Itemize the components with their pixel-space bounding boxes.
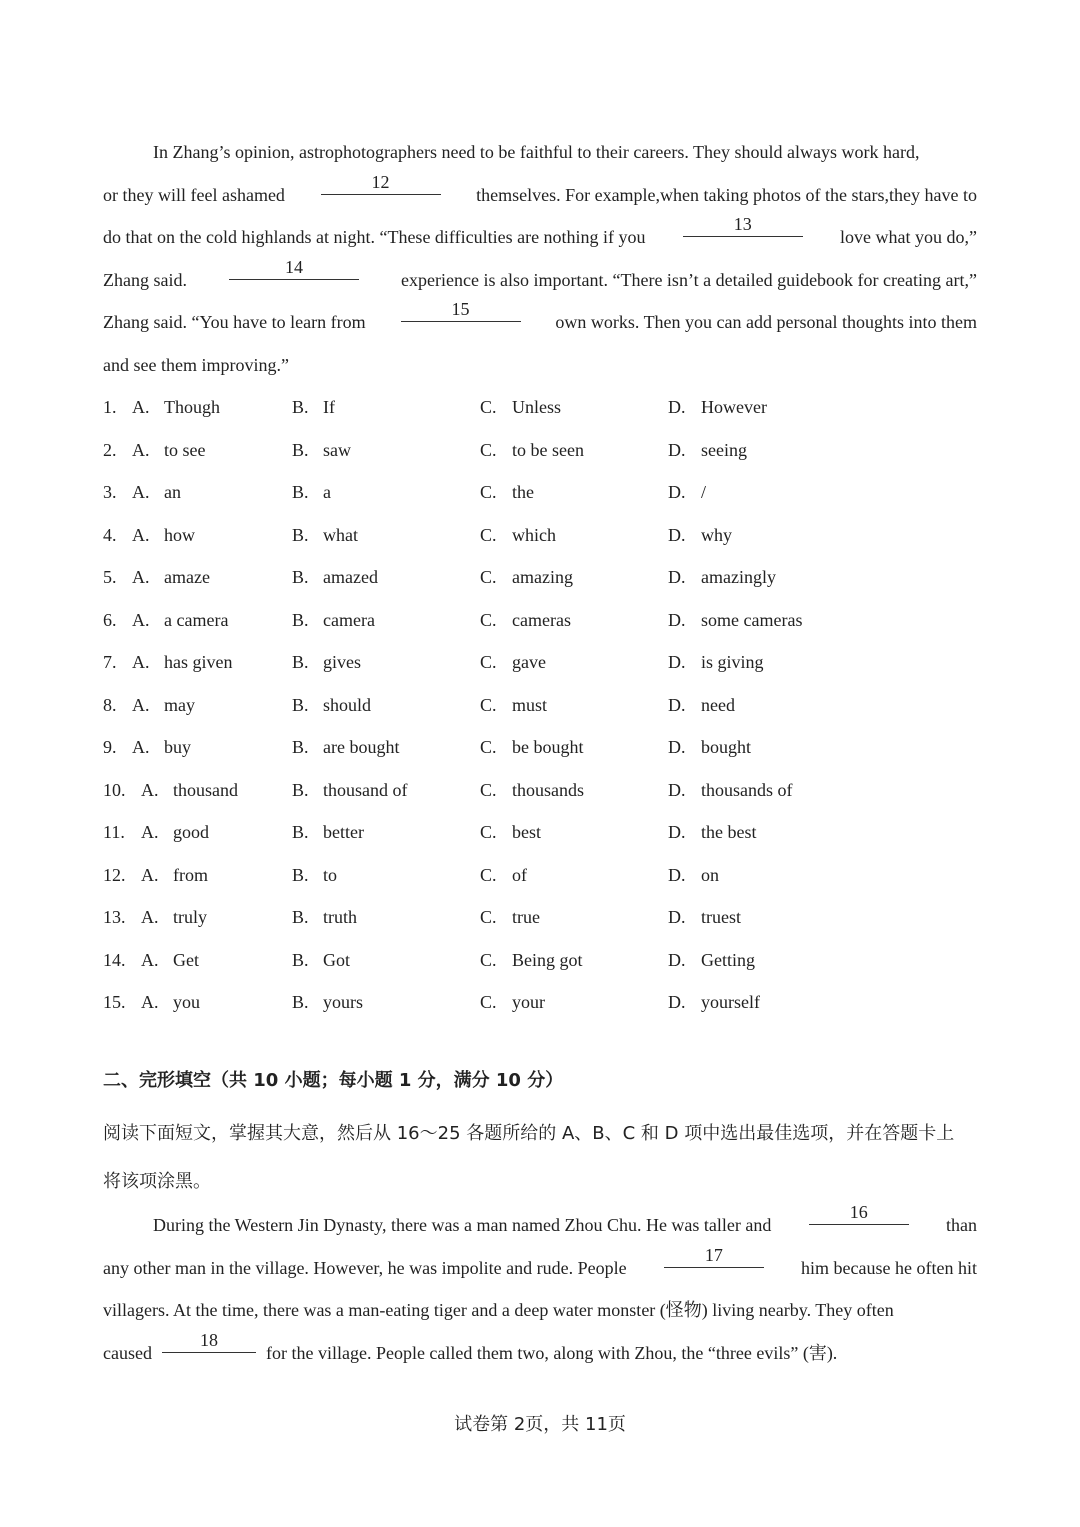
question-number: 15.	[103, 992, 126, 1012]
question-number: 11.	[103, 822, 125, 842]
option-text: Being got	[512, 949, 583, 970]
option-letter: D.	[668, 609, 686, 630]
passage-text: During the Western Jin Dynasty, there was a man named Zhou Chu. He was taller and	[153, 1215, 772, 1235]
option-text: need	[701, 694, 735, 715]
instruction-line: 将该项涂黑。	[103, 1171, 211, 1192]
question-row	[103, 896, 977, 939]
option-text: saw	[323, 439, 351, 460]
option-letter: B.	[292, 864, 309, 885]
question-number: 6.	[103, 609, 117, 630]
question-row	[103, 684, 977, 727]
question-number: 8.	[103, 694, 117, 715]
option-text: amazing	[512, 567, 573, 587]
option-letter: C.	[480, 397, 497, 417]
question-row	[103, 769, 977, 812]
option-letter: B.	[292, 992, 309, 1012]
option-letter: A.	[132, 439, 150, 460]
option-letter: C.	[480, 439, 497, 460]
question-row	[103, 981, 977, 1024]
question-row	[103, 854, 977, 897]
passage-text: or they will feel ashamed	[103, 184, 285, 205]
option-letter: A.	[132, 737, 150, 757]
option-letter: A.	[141, 822, 159, 842]
option-letter: D.	[668, 907, 686, 927]
question-row	[103, 471, 977, 514]
passage-text: for the village. People called them two, along with Zhou, the “three evils” (害).	[265, 1342, 838, 1363]
option-letter: B.	[292, 609, 309, 630]
option-letter: D.	[668, 949, 686, 970]
option-letter: A.	[141, 992, 159, 1012]
option-text: yourself	[701, 992, 760, 1012]
option-letter: C.	[480, 524, 497, 545]
question-options-list	[103, 386, 977, 1024]
option-text: the	[512, 482, 534, 502]
question-number: 10.	[103, 779, 126, 800]
option-text: better	[323, 822, 364, 842]
option-letter: C.	[480, 652, 497, 672]
option-letter: D.	[668, 524, 686, 545]
option-letter: D.	[668, 779, 686, 800]
question-row	[103, 599, 977, 642]
option-text: yours	[323, 992, 363, 1012]
option-letter: A.	[132, 652, 150, 672]
question-number: 5.	[103, 567, 117, 587]
option-letter: A.	[141, 864, 159, 885]
option-text: thousands of	[701, 779, 793, 800]
passage-line	[103, 344, 977, 387]
option-text: amazed	[323, 567, 378, 587]
option-letter: C.	[480, 567, 497, 587]
option-text: a	[323, 482, 331, 502]
option-text: best	[512, 822, 541, 842]
blank-18: 18	[162, 1330, 256, 1353]
option-text: true	[512, 907, 540, 927]
question-row	[103, 641, 977, 684]
blank-15: 15	[401, 299, 521, 322]
option-letter: A.	[141, 907, 159, 927]
option-letter: C.	[480, 694, 497, 715]
option-letter: A.	[132, 482, 150, 502]
passage-text: do that on the cold highlands at night. “These difficulties are nothing if you	[103, 227, 646, 247]
passage-line	[103, 301, 977, 344]
option-letter: D.	[668, 737, 686, 757]
option-text: thousand	[173, 779, 238, 800]
option-letter: B.	[292, 949, 309, 970]
passage-text: experience is also important. “There isn’t a detailed guidebook for creating art,”	[401, 269, 977, 290]
option-text: which	[512, 524, 556, 545]
question-number: 2.	[103, 439, 117, 460]
option-text: the best	[701, 822, 757, 842]
option-text: to see	[164, 439, 206, 460]
passage-line	[103, 1289, 977, 1332]
passage-text: Zhang said. “You have to learn from	[103, 312, 366, 332]
option-letter: A.	[132, 694, 150, 715]
passage-text: villagers. At the time, there was a man-eating tiger and a deep water monster (怪物) living nearby. They often	[103, 1300, 894, 1320]
option-letter: A.	[132, 567, 150, 587]
passage-text: caused	[103, 1342, 152, 1363]
option-letter: B.	[292, 822, 309, 842]
option-letter: C.	[480, 949, 497, 970]
question-number: 14.	[103, 949, 126, 970]
passage-text: Zhang said.	[103, 269, 187, 290]
option-text: must	[512, 694, 548, 715]
option-text: how	[164, 524, 195, 545]
option-letter: D.	[668, 694, 686, 715]
question-row	[103, 386, 977, 429]
option-text: may	[164, 694, 195, 715]
section-instructions	[103, 1110, 977, 1206]
blank-17: 17	[664, 1245, 764, 1268]
option-letter: C.	[480, 779, 497, 800]
option-text: Getting	[701, 949, 755, 970]
option-letter: B.	[292, 779, 309, 800]
option-text: truth	[323, 907, 357, 927]
question-number: 3.	[103, 482, 117, 502]
option-letter: C.	[480, 609, 497, 630]
option-text: an	[164, 482, 181, 502]
option-letter: B.	[292, 907, 309, 927]
option-letter: D.	[668, 567, 686, 587]
option-text: a camera	[164, 609, 229, 630]
question-row	[103, 429, 977, 472]
passage-1	[103, 131, 977, 386]
option-text: is giving	[701, 652, 764, 672]
option-text: you	[173, 992, 200, 1012]
question-number: 7.	[103, 652, 117, 672]
passage-line	[103, 1329, 977, 1375]
option-text: what	[323, 524, 358, 545]
option-text: thousands	[512, 779, 584, 800]
option-text: amazingly	[701, 567, 776, 587]
option-letter: A.	[141, 779, 159, 800]
option-letter: D.	[668, 482, 686, 502]
question-number: 4.	[103, 524, 117, 545]
option-text: buy	[164, 737, 191, 757]
question-number: 1.	[103, 397, 117, 417]
option-letter: B.	[292, 567, 309, 587]
option-letter: D.	[668, 864, 686, 885]
passage-text: In Zhang’s opinion, astrophotographers need to be faithful to their careers. They should always work hard,	[153, 142, 920, 162]
passage-line	[103, 131, 977, 174]
passage-text: any other man in the village. However, he was impolite and rude. People	[103, 1257, 627, 1278]
option-letter: D.	[668, 652, 686, 672]
question-row	[103, 514, 977, 557]
option-letter: B.	[292, 524, 309, 545]
option-letter: D.	[668, 439, 686, 460]
option-text: However	[701, 397, 767, 417]
blank-16: 16	[809, 1202, 909, 1225]
option-letter: B.	[292, 439, 309, 460]
option-text: truest	[701, 907, 741, 927]
option-letter: B.	[292, 482, 309, 502]
section-title: 二、完形填空（共 10 小题；每小题 1 分，满分 10 分）	[103, 1070, 564, 1091]
option-text: good	[173, 822, 209, 842]
option-text: should	[323, 694, 372, 715]
option-text: camera	[323, 609, 375, 630]
question-row	[103, 726, 977, 769]
option-text: gives	[323, 652, 361, 672]
question-row	[103, 939, 977, 982]
option-text: amaze	[164, 567, 210, 587]
option-letter: B.	[292, 694, 309, 715]
question-number: 12.	[103, 864, 126, 885]
option-text: cameras	[512, 609, 571, 630]
option-text: of	[512, 864, 527, 885]
option-text: seeing	[701, 439, 747, 460]
option-text: thousand of	[323, 779, 408, 800]
blank-14: 14	[229, 257, 359, 280]
passage-text: own works. Then you can add personal thoughts into them	[555, 312, 977, 332]
option-letter: C.	[480, 907, 497, 927]
option-letter: C.	[480, 482, 497, 502]
option-letter: B.	[292, 397, 309, 417]
option-letter: B.	[292, 737, 309, 757]
option-letter: B.	[292, 652, 309, 672]
passage-line	[103, 1204, 977, 1247]
option-text: Unless	[512, 397, 561, 417]
option-text: has given	[164, 652, 233, 672]
option-letter: C.	[480, 992, 497, 1012]
option-text: to be seen	[512, 439, 584, 460]
option-text: Got	[323, 949, 350, 970]
option-text: Though	[164, 397, 220, 417]
passage-text: themselves. For example,when taking photos of the stars,they have to	[476, 184, 977, 205]
passage-2	[103, 1204, 977, 1374]
question-row	[103, 556, 977, 599]
option-letter: D.	[668, 822, 686, 842]
option-text: /	[701, 482, 707, 502]
option-text: be bought	[512, 737, 584, 757]
option-text: If	[323, 397, 335, 417]
option-letter: C.	[480, 822, 497, 842]
question-row	[103, 811, 977, 854]
option-letter: D.	[668, 992, 686, 1012]
option-text: your	[512, 992, 545, 1012]
question-number: 9.	[103, 737, 117, 757]
passage-text: and see them improving.”	[103, 354, 289, 375]
option-text: from	[173, 864, 208, 885]
passage-line	[103, 216, 977, 259]
option-letter: C.	[480, 864, 497, 885]
option-letter: A.	[132, 397, 150, 417]
option-text: gave	[512, 652, 546, 672]
option-text: bought	[701, 737, 752, 757]
passage-text: love what you do,”	[840, 227, 977, 247]
option-text: Get	[173, 949, 199, 970]
question-number: 13.	[103, 907, 126, 927]
blank-12: 12	[321, 172, 441, 195]
option-text: truly	[173, 907, 207, 927]
passage-line	[103, 256, 977, 302]
option-text: are bought	[323, 737, 400, 757]
option-letter: A.	[132, 524, 150, 545]
option-letter: C.	[480, 737, 497, 757]
option-text: to	[323, 864, 338, 885]
option-letter: D.	[668, 397, 686, 417]
option-text: why	[701, 524, 732, 545]
option-text: on	[701, 864, 719, 885]
blank-13: 13	[683, 214, 803, 237]
passage-line	[103, 1244, 977, 1290]
option-text: some cameras	[701, 609, 803, 630]
option-letter: A.	[141, 949, 159, 970]
page-footer: 试卷第 2页，共 11页	[454, 1414, 626, 1435]
passage-text: him because he often hit	[801, 1257, 977, 1278]
option-letter: A.	[132, 609, 150, 630]
instruction-line: 阅读下面短文，掌握其大意，然后从 16～25 各题所给的 A、B、C 和 D 项中选出最佳选项，并在答题卡上	[103, 1123, 955, 1144]
passage-line	[103, 171, 977, 217]
passage-text: than	[945, 1215, 977, 1235]
